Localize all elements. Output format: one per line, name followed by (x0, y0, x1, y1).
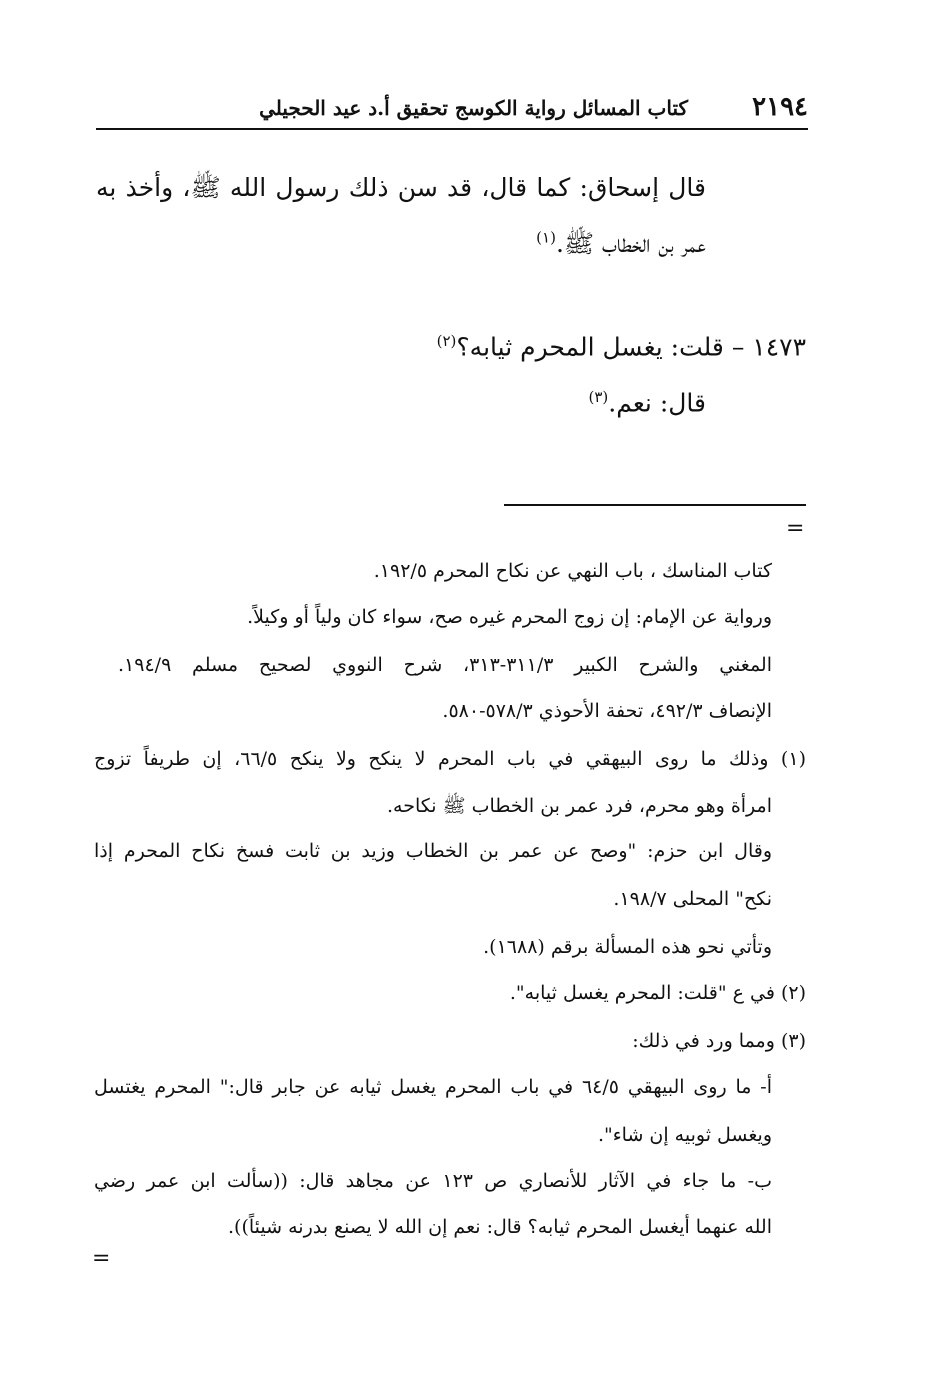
footnote-line: المغني والشرح الكبير ٣١١/٣-٣١٣، شرح النووي لصحيح مسلم ١٩٤/٩. (118, 654, 772, 676)
footnote-line: ورواية عن الإمام: إن زوج المحرم غيره صح، سواء كان ولياً أو وكيلاً. (247, 606, 772, 628)
footnote-line: الله عنهما أيغسل المحرم ثيابه؟ قال: نعم إن الله لا يصنع بدرنه شيئاً)). (228, 1216, 772, 1238)
footnote-line: أ- ما روى البيهقي ٦٤/٥ في باب المحرم يغسل ثيابه عن جابر قال:" المحرم يغتسل (94, 1076, 772, 1098)
footnote-reference: (١) (536, 228, 556, 247)
footnote-line: ب- ما جاء في الآثار للأنصاري ص ١٢٣ عن مجاهد قال: ((سألت ابن عمر رضي (94, 1170, 772, 1192)
footnote-reference: (٣) (588, 388, 609, 406)
footnote-line: وتأتي نحو هذه المسألة برقم (١٦٨٨). (483, 936, 772, 958)
footnote-line: (٣) ومما ورد في ذلك: (632, 1030, 806, 1052)
footnote-line: (١) وذلك ما روى البيهقي في باب المحرم لا ينكح ولا ينكح ٦٦/٥، إن طريفاً تزوج (94, 748, 806, 770)
end-marker: = (92, 1246, 111, 1271)
footnote-line: ويغسل ثوبيه إن شاء". (597, 1124, 772, 1146)
footnote-reference: (٢) (436, 332, 457, 350)
page-header (96, 88, 808, 130)
footnote-line: (٢) في ع "قلت: المحرم يغسل ثيابه". (509, 982, 806, 1004)
page-number: ٢١٩٤ (752, 92, 808, 122)
footnote-line: وقال ابن حزم: "وصح عن عمر بن الخطاب وزيد بن ثابت فسخ نكاح المحرم إذا (94, 840, 772, 862)
running-title: كتاب المسائل رواية الكوسج تحقيق أ.د عيد الحجيلي (259, 96, 688, 120)
footnote-separator (504, 504, 806, 506)
footnote-line: امرأة وهو محرم، فرد عمر بن الخطاب ﷺ نكاحه. (387, 795, 772, 817)
answer-line: قال: نعم.$^{(٣)}$ (588, 388, 706, 418)
footnote-line: نكح" المحلى ١٩٨/٧. (613, 888, 772, 910)
question-1473: ١٤٧٣ – قلت: يغسل المحرم ثيابه؟$^{(٢)}$ (436, 332, 806, 362)
main-paragraph-line: قال إسحاق: كما قال، قد سن ذلك رسول الله ﷺ، وأخذ به (96, 173, 706, 202)
footnote-line: الإنصاف ٤٩٢/٣، تحفة الأحوذي ٥٧٨/٣-٥٨٠. (442, 700, 772, 722)
continued-marker: = (786, 516, 805, 541)
main-paragraph-line: عمر بن الخطاب ﷺ.$^{(١)}$ (536, 228, 706, 258)
footnote-line: كتاب المناسك ، باب النهي عن نكاح المحرم ١٩٢/٥. (373, 560, 772, 582)
